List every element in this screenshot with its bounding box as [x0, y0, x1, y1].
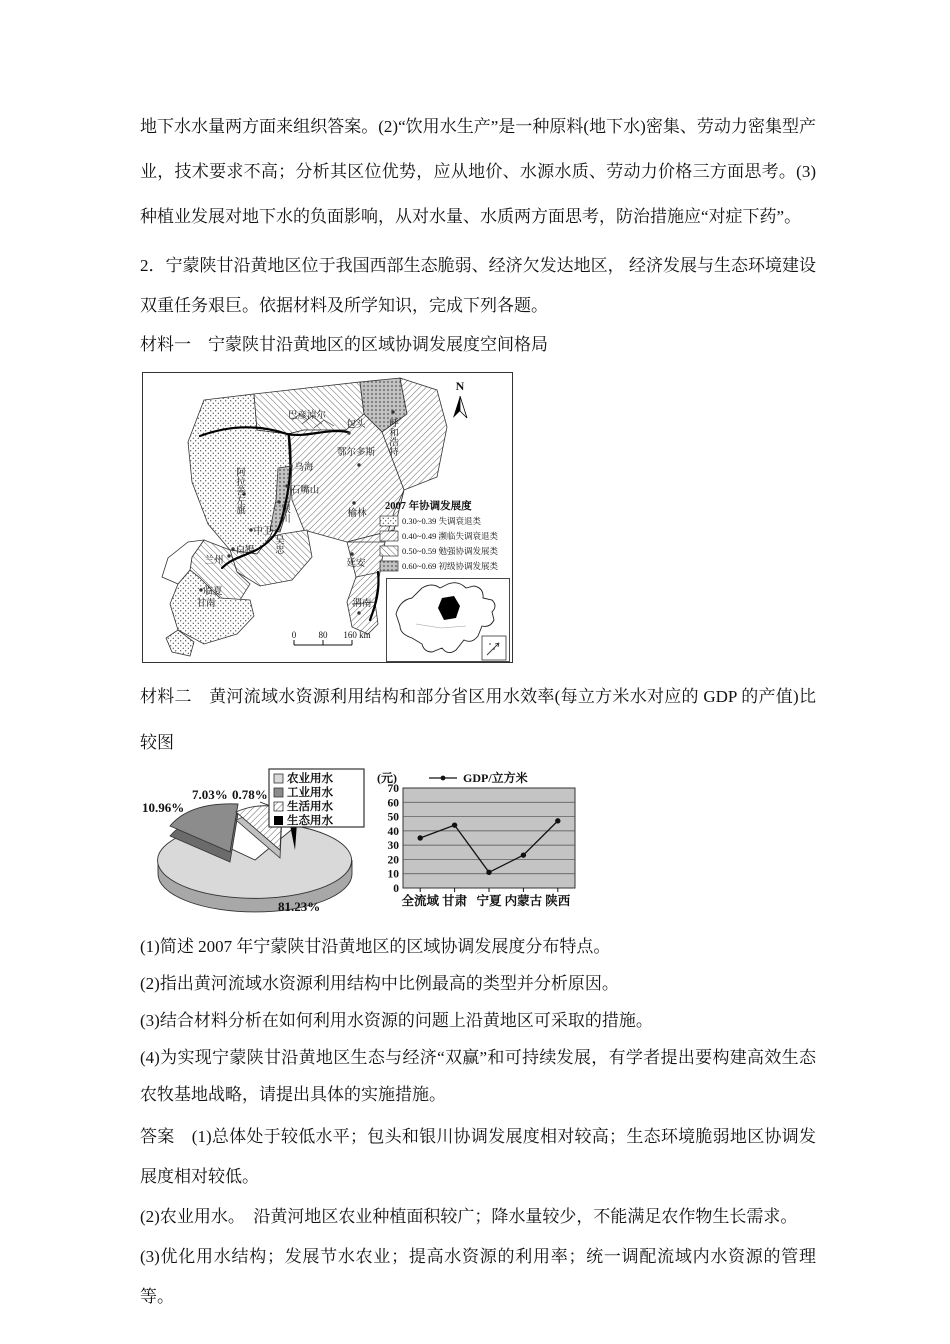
city-label: 包头: [346, 420, 366, 430]
pie-legend-label: 工业用水: [287, 787, 333, 799]
x-category-label: 宁夏: [476, 894, 502, 908]
data-point: [555, 818, 560, 823]
city-label: 巴彦淖尔: [287, 411, 327, 421]
question-3: (3)结合材料分析在如何利用水资源的问题上沿黄地区可采取的措施。: [140, 1011, 653, 1030]
pie-legend-label: 农业用水: [287, 773, 333, 785]
question-2: (2)指出黄河流域水资源利用结构中比例最高的类型并分析原因。: [140, 974, 619, 993]
pie-legend-label: 生态用水: [287, 815, 333, 827]
city-label: 呼和浩特: [387, 418, 397, 456]
data-point: [486, 870, 491, 875]
question2-intro: 2．宁蒙陕甘沿黄地区位于我国西部生态脆弱、经济欠发达地区， 经济发展与生态环境建设双重任务艰巨。依据材料及所学知识，完成下列各题。: [140, 256, 816, 315]
scale-tick-label: 80: [318, 630, 328, 640]
legend-swatch-ddots: [380, 561, 398, 571]
scale-tick-label: 160 km: [343, 630, 371, 640]
y-tick-label: 0: [393, 883, 399, 895]
city-label: 吴忠: [273, 535, 283, 554]
map-legend-title: 2007 年协调发展度: [385, 501, 472, 512]
y-tick-label: 30: [387, 840, 399, 853]
pie-pct-ecological: 0.78%: [232, 787, 268, 802]
y-tick-label: 40: [387, 825, 399, 838]
x-category-label: 内蒙古: [504, 894, 543, 908]
legend-item-label: 0.30~0.39 失调衰退类: [402, 516, 481, 526]
data-point: [521, 852, 526, 857]
region-map-figure: [142, 372, 513, 663]
city-label: 乌海: [294, 463, 314, 473]
answer-2: (2)农业用水。 沿黄河地区农业种植面积较广；降水量较少，不能满足农作物生长需求。: [140, 1207, 798, 1226]
pie-legend-swatch-domestic: [274, 802, 283, 811]
legend-item-label: 0.40~0.49 濒临失调衰退类: [402, 531, 498, 541]
city-marker: [391, 410, 394, 413]
material2-label: 材料二 黄河流域水资源利用结构和部分省区用水效率(每立方米水对应的 GDP 的产值)比较图: [140, 687, 816, 752]
city-label: 中卫: [253, 527, 273, 537]
data-point: [418, 835, 423, 840]
intro-paragraph: 地下水水量两方面来组织答案。(2)“饮用水生产”是一种原料(地下水)密集、劳动力密集型产业，技术要求不高；分析其区位优势，应从地价、水源水质、劳动力价格三方面思考。(3)种植业发展对地下水的负面影响，从对水量、水质两方面思考，防治措施应“对症下药”。: [140, 117, 816, 226]
city-label: 银川: [279, 504, 289, 523]
city-marker: [249, 528, 252, 531]
y-tick-label: 20: [387, 854, 399, 867]
city-label: 榆林: [347, 509, 367, 519]
city-marker: [347, 431, 350, 434]
city-label: 临夏: [203, 587, 223, 597]
pie-legend: [269, 769, 364, 827]
city-marker: [199, 588, 202, 591]
city-marker: [357, 463, 360, 466]
line-legend: [429, 770, 528, 785]
answer-1: 答案 (1)总体处于较低水平；包头和银川协调发展度相对较高；生态环境脆弱地区协调发展度相对较低。: [140, 1127, 816, 1186]
city-marker: [227, 554, 230, 557]
legend-swatch-hatch-b: [380, 546, 398, 556]
charts-row: [140, 768, 816, 916]
y-tick-label: 50: [387, 811, 399, 824]
city-label: 白银: [235, 546, 255, 556]
y-tick-label: 60: [387, 797, 399, 810]
line-ylabels: [388, 783, 400, 895]
y-tick-label: 70: [387, 783, 399, 795]
north-label: N: [455, 379, 465, 393]
pie-legend-swatch-industry: [274, 788, 283, 797]
city-marker: [289, 464, 292, 467]
pie-pct-domestic: 7.03%: [192, 787, 228, 802]
island-dot: [489, 643, 491, 645]
legend-marker-dot: [441, 776, 446, 781]
question-1: (1)简述 2007 年宁蒙陕甘沿黄地区的区域协调发展度分布特点。: [140, 937, 611, 956]
page-content: [140, 104, 816, 1317]
gdp-line-chart: [371, 768, 586, 910]
city-marker: [352, 501, 355, 504]
x-category-label: 甘肃: [442, 894, 468, 908]
city-label: 石嘴山: [290, 486, 320, 496]
legend-item-label: 0.60~0.69 初级协调发展类: [402, 561, 498, 571]
island-dot: [493, 648, 495, 650]
pie-legend-swatch-agriculture: [274, 774, 283, 783]
city-label: 甘南: [196, 599, 216, 609]
city-marker: [231, 547, 234, 550]
pie-legend-swatch-ecological: [274, 816, 283, 825]
city-marker: [285, 484, 288, 487]
x-category-label: 陕西: [545, 894, 571, 908]
city-marker: [357, 611, 360, 614]
line-xlabels: [401, 893, 570, 908]
x-category-label: 全流域: [401, 894, 439, 908]
data-point: [452, 822, 457, 827]
city-label: 兰州: [204, 556, 224, 566]
china-inset-map: [387, 579, 510, 662]
legend-swatch-hatch-f: [380, 531, 398, 541]
city-label: 延安: [346, 559, 366, 569]
answer-3: (3)优化用水结构；发展节水农业；提高水资源的利用率；统一调配流域内水资源的管理等。: [140, 1247, 816, 1306]
city-marker: [350, 552, 353, 555]
city-label: 鄂尔多斯: [336, 448, 376, 458]
pie-legend-label: 生活用水: [287, 801, 333, 813]
legend-swatch-dots: [380, 516, 398, 526]
question-4: (4)为实现宁蒙陕甘沿黄地区生态与经济“双赢”和可持续发展，有学者提出要构建高效生态农牧基地战略，请提出具体的实施措施。: [140, 1048, 816, 1104]
material1-label: 材料一 宁蒙陕甘沿黄地区的区域协调发展度空间格局: [140, 335, 548, 354]
line-legend-label: GDP/立方米: [463, 771, 528, 785]
y-tick-label: 10: [387, 868, 399, 881]
pie-pct-agriculture: 81.23%: [278, 899, 321, 914]
questions-block: [140, 928, 816, 1113]
city-label: 阿拉善左旗: [234, 467, 244, 515]
line-xticks: [420, 888, 558, 892]
scale-tick-label: 0: [291, 630, 297, 640]
legend-item-label: 0.50~0.59 勉强协调发展类: [402, 546, 498, 556]
city-label: 渭南: [352, 599, 372, 609]
pie-pct-industry: 10.96%: [142, 800, 185, 815]
answers-block: [140, 1117, 816, 1317]
unit-label: (元): [377, 771, 397, 785]
water-use-pie-chart: [140, 768, 365, 916]
